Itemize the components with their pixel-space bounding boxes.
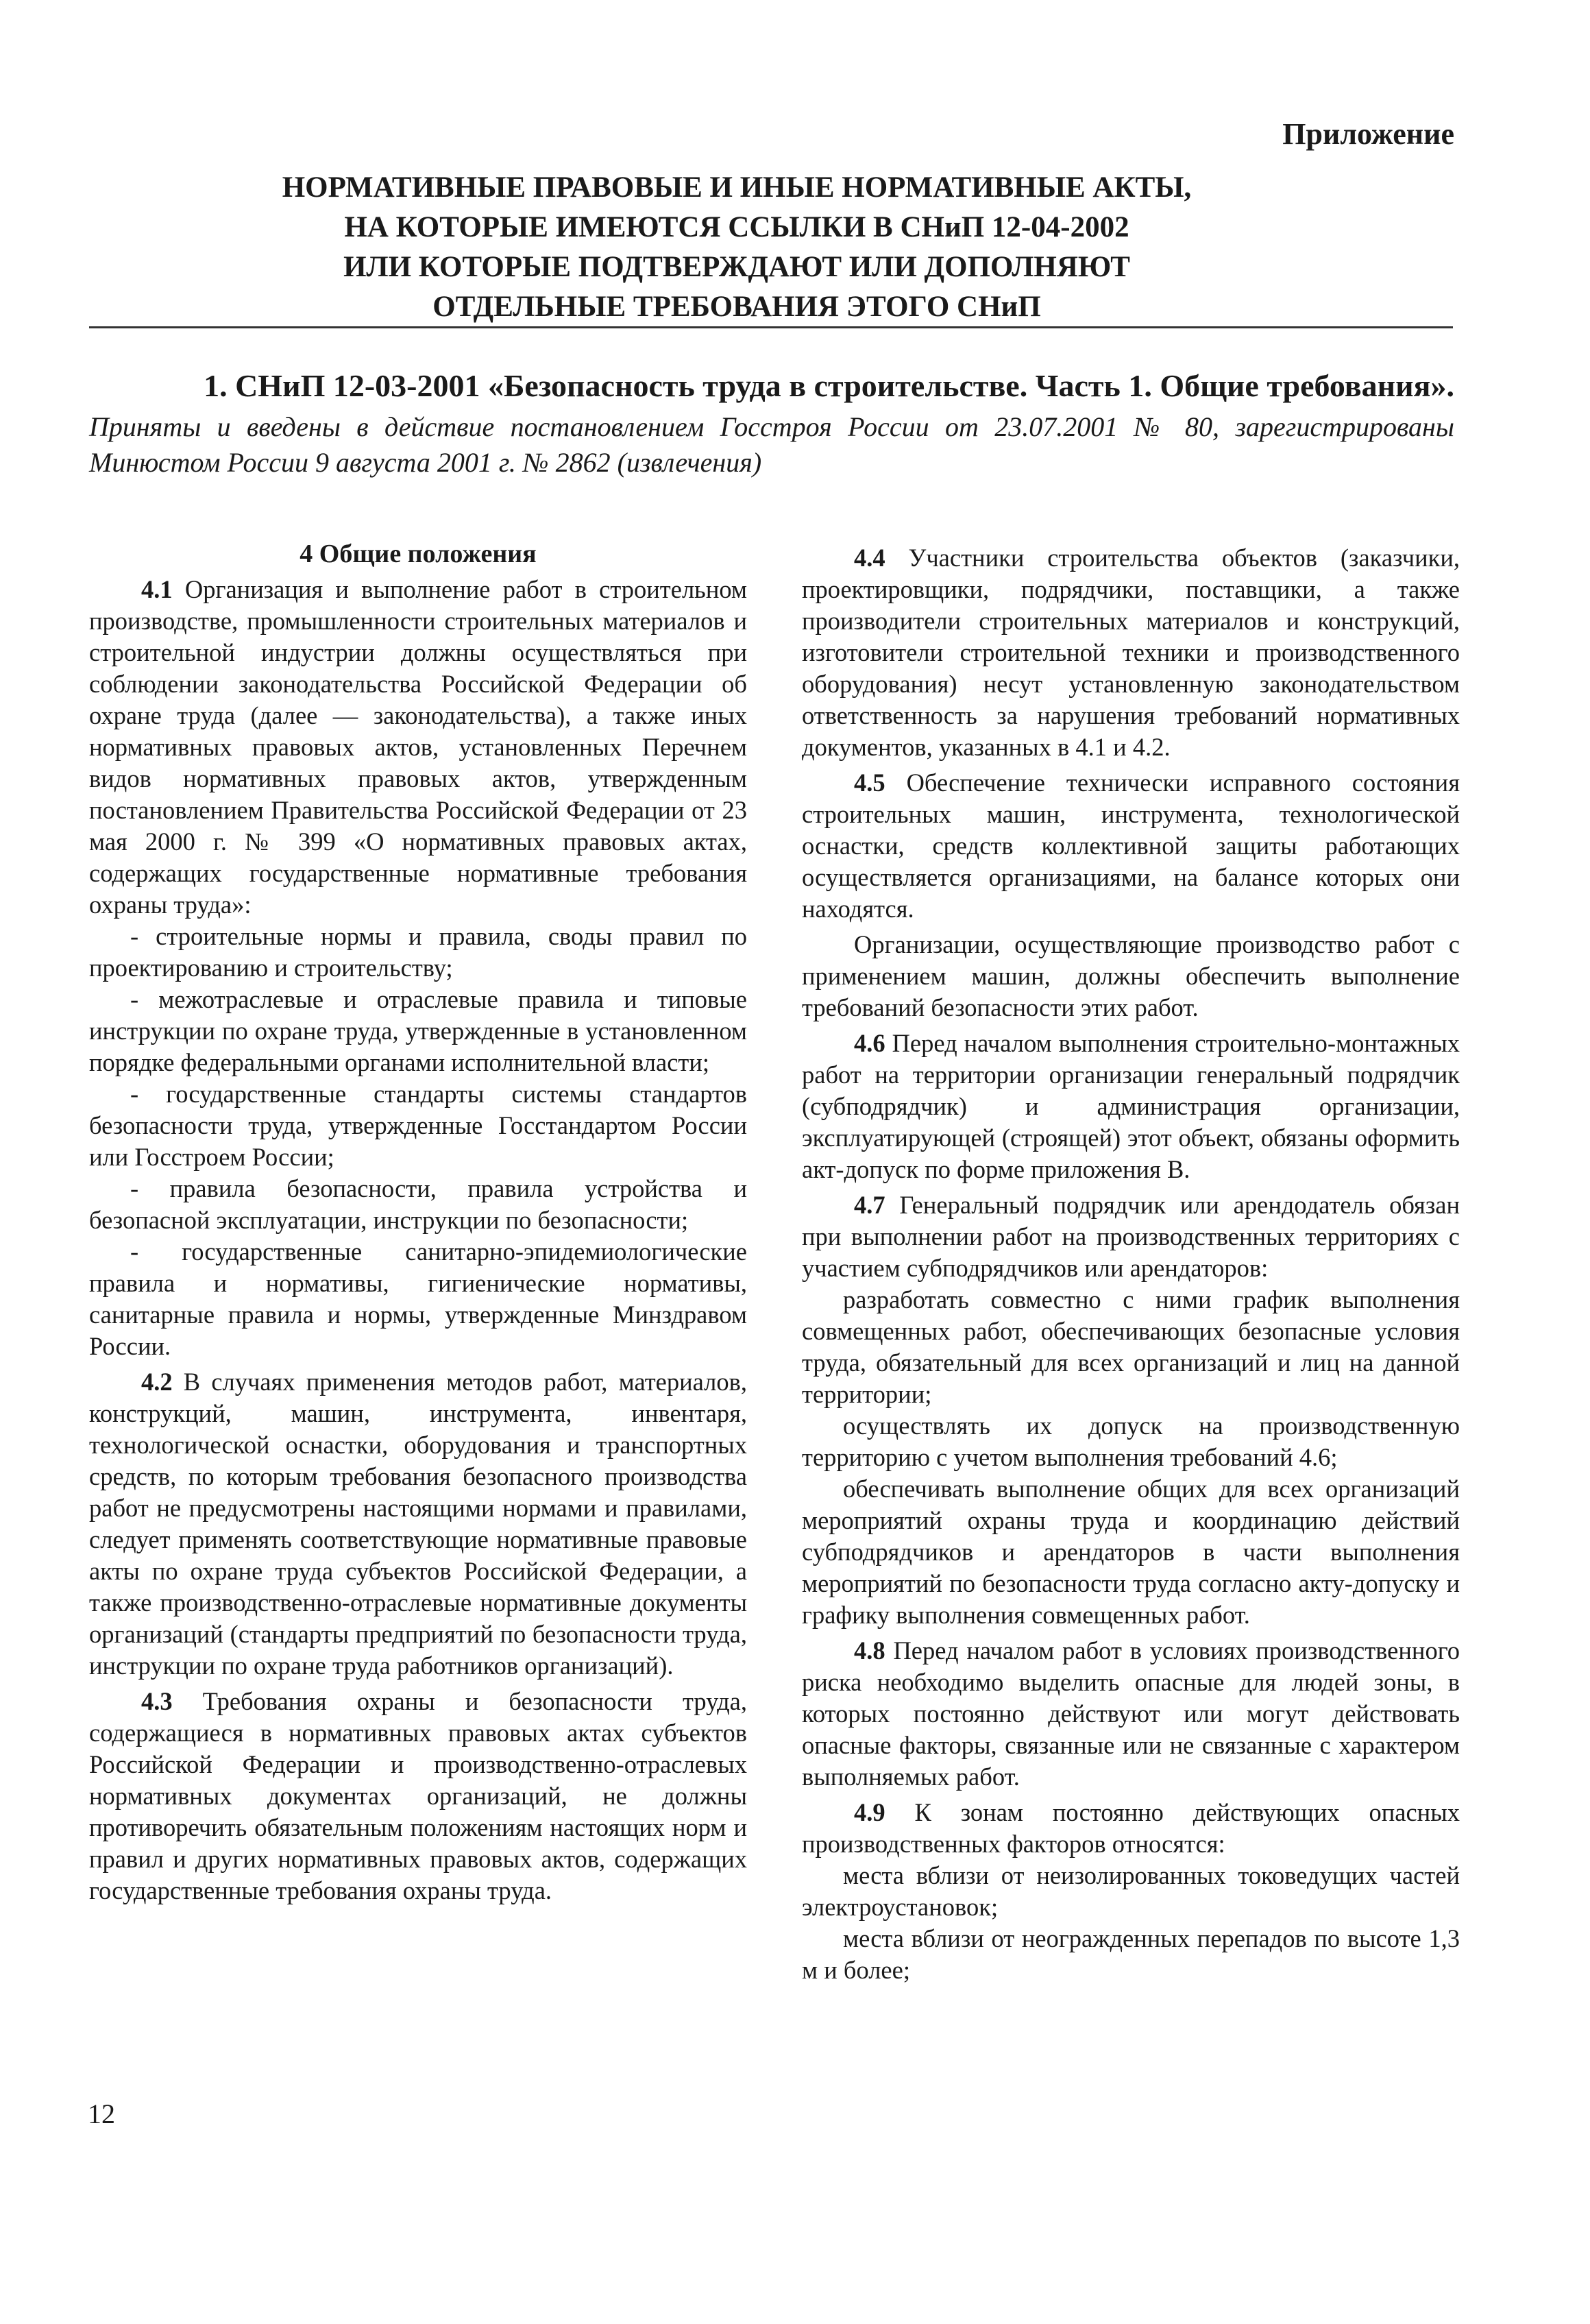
- right-column: [802, 538, 1460, 1986]
- document-title-line: НА КОТОРЫЕ ИМЕЮТСЯ ССЫЛКИ В СНиП 12-04-2002: [344, 211, 1129, 243]
- clause-number: 4.7: [854, 1191, 885, 1219]
- clause-number: 4.8: [854, 1636, 885, 1665]
- paragraph: [89, 1366, 747, 1682]
- document-title-line: ОТДЕЛЬНЫЕ ТРЕБОВАНИЯ ЭТОГО СНиП: [432, 291, 1041, 323]
- clause-number: 4.3: [141, 1687, 173, 1715]
- clause-number: 4.4: [854, 544, 885, 572]
- left-column: [89, 538, 747, 1907]
- clause-number: 4.9: [854, 1798, 885, 1826]
- paragraph: [802, 1189, 1460, 1284]
- paragraph: [802, 1028, 1460, 1185]
- reference-note: Приняты и введены в действие постановлением Госстроя России от 23.07.2001 № 80, зарегистрированы Минюстом России 9 августа 2001 г. № 2862 (извлечения): [89, 411, 1454, 478]
- paragraph: [802, 1635, 1460, 1793]
- paragraph: [802, 1797, 1460, 1860]
- document-title-line: ИЛИ КОТОРЫЕ ПОДТВЕРЖДАЮТ ИЛИ ДОПОЛНЯЮТ: [343, 251, 1130, 283]
- list-item: - правила безопасности, правила устройства и безопасной эксплуатации, инструкции по безопасности;: [89, 1174, 747, 1234]
- paragraph: [89, 574, 747, 921]
- list-item: разработать совместно с ними график выполнения совмещенных работ, обеспечивающих безопасные условия труда, обязательный для всех организаций и лиц на данной территории;: [802, 1285, 1460, 1408]
- title-divider: [89, 326, 1453, 328]
- section-heading: 4 Общие положения: [299, 540, 537, 568]
- clause-number: 4.5: [854, 768, 885, 797]
- clause-number: 4.1: [141, 575, 173, 603]
- paragraph-text: Организация и выполнение работ в строительном производстве, промышленности строительных материалов и строительной индустрии должны осуществляться при соблюдении законодательства Российской Федерации об охране труда (далее — законодательства), а также иных нормативных правовых актов, установленных Перечнем видов нормативных правовых актов, утвержденным постановлением Правительства Российской Федерации от 23 мая 2000 г. № 399 «О нормативных правовых актах, содержащих государственные нормативные требования охраны труда»:: [89, 575, 748, 919]
- paragraph-text: Перед началом работ в условиях производственного риска необходимо выделить опасные для людей зоны, в которых постоянно действуют или могут действовать опасные факторы, связанные или не связанные с характером выполняемых работ.: [802, 1636, 1460, 1791]
- list-item: - межотраслевые и отраслевые правила и типовые инструкции по охране труда, утвержденные в установленном порядке федеральными органами исполнительной власти;: [89, 985, 747, 1076]
- paragraph: Организации, осуществляющие производство работ с применением машин, должны обеспечить выполнение требований безопасности этих работ.: [802, 930, 1460, 1021]
- paragraph-text: Перед началом выполнения строительно-монтажных работ на территории организации генеральный подрядчик (субподрядчик) и администрация организации, эксплуатирующей (строящей) этот объект, обязаны оформить акт-допуск по форме приложения В.: [802, 1029, 1460, 1183]
- page-number: 12: [88, 2098, 115, 2129]
- paragraph-text: К зонам постоянно действующих опасных производственных факторов относятся:: [802, 1798, 1460, 1858]
- list-item: обеспечивать выполнение общих для всех организаций мероприятий охраны труда и координацию действий субподрядчиков и арендаторов в части выполнения мероприятий по безопасности труда согласно акту-допуску и графику выполнения совмещенных работ.: [802, 1475, 1460, 1629]
- clause-number: 4.6: [854, 1029, 885, 1057]
- list-item: места вблизи от неизолированных токоведущих частей электроустановок;: [802, 1861, 1460, 1921]
- list-item: - государственные стандарты системы стандартов безопасности труда, утвержденные Госстандартом России или Госстроем России;: [89, 1080, 747, 1171]
- paragraph-text: Участники строительства объектов (заказчики, проектировщики, подрядчики, поставщики, а также производители строительных материалов и конструкций, изготовители строительной техники и производственного оборудования) несут установленную законодательством ответственность за нарушения требований нормативных документов, указанных в 4.1 и 4.2.: [802, 544, 1460, 761]
- paragraph: [802, 767, 1460, 925]
- document-title-line: НОРМАТИВНЫЕ ПРАВОВЫЕ И ИНЫЕ НОРМАТИВНЫЕ АКТЫ,: [282, 171, 1192, 204]
- clause-number: 4.2: [141, 1368, 173, 1396]
- list-item: осуществлять их допуск на производственную территорию с учетом выполнения требований 4.6;: [802, 1412, 1460, 1471]
- paragraph-text: Генеральный подрядчик или арендодатель обязан при выполнении работ на производственных территориях с участием субподрядчиков или арендаторов:: [802, 1191, 1460, 1282]
- paragraph: [89, 1686, 747, 1907]
- list-item: - государственные санитарно-эпидемиологические правила и нормативы, гигиенические нормативы, санитарные правила и нормы, утвержденные Минздравом России.: [89, 1237, 747, 1360]
- list-item: места вблизи от неогражденных перепадов по высоте 1,3 м и более;: [802, 1924, 1460, 1984]
- document-title: [103, 168, 1371, 327]
- paragraph: [802, 542, 1460, 763]
- reference-block: [89, 367, 1454, 481]
- reference-title: 1. СНиП 12-03-2001 «Безопасность труда в строительстве. Часть 1. Общие требования».: [204, 368, 1454, 403]
- paragraph-text: Требования охраны и безопасности труда, содержащиеся в нормативных правовых актах субъектов Российской Федерации и производственно-отраслевых нормативных документах организаций, не должны противоречить обязательным положениям настоящих норм и правил и других нормативных правовых актов, содержащих государственные требования охраны труда.: [89, 1687, 747, 1904]
- list-item: - строительные нормы и правила, своды правил по проектированию и строительству;: [89, 922, 747, 982]
- appendix-label: Приложение: [1282, 117, 1454, 151]
- paragraph-text: В случаях применения методов работ, материалов, конструкций, машин, инструмента, инвентаря, технологической оснастки, оборудования и транспортных средств, по которым требования безопасного производства работ не предусмотрены настоящими нормами и правилами, следует применять соответствующие нормативные правовые акты по охране труда субъектов Российской Федерации, а также производственно-отраслевые нормативные документы организаций (стандарты предприятий по безопасности труда, инструкции по охране труда работников организаций).: [89, 1368, 747, 1680]
- paragraph-text: Обеспечение технически исправного состояния строительных машин, инструмента, технологической оснастки, средств коллективной защиты работающих осуществляется организациями, на балансе которых они находятся.: [802, 768, 1460, 923]
